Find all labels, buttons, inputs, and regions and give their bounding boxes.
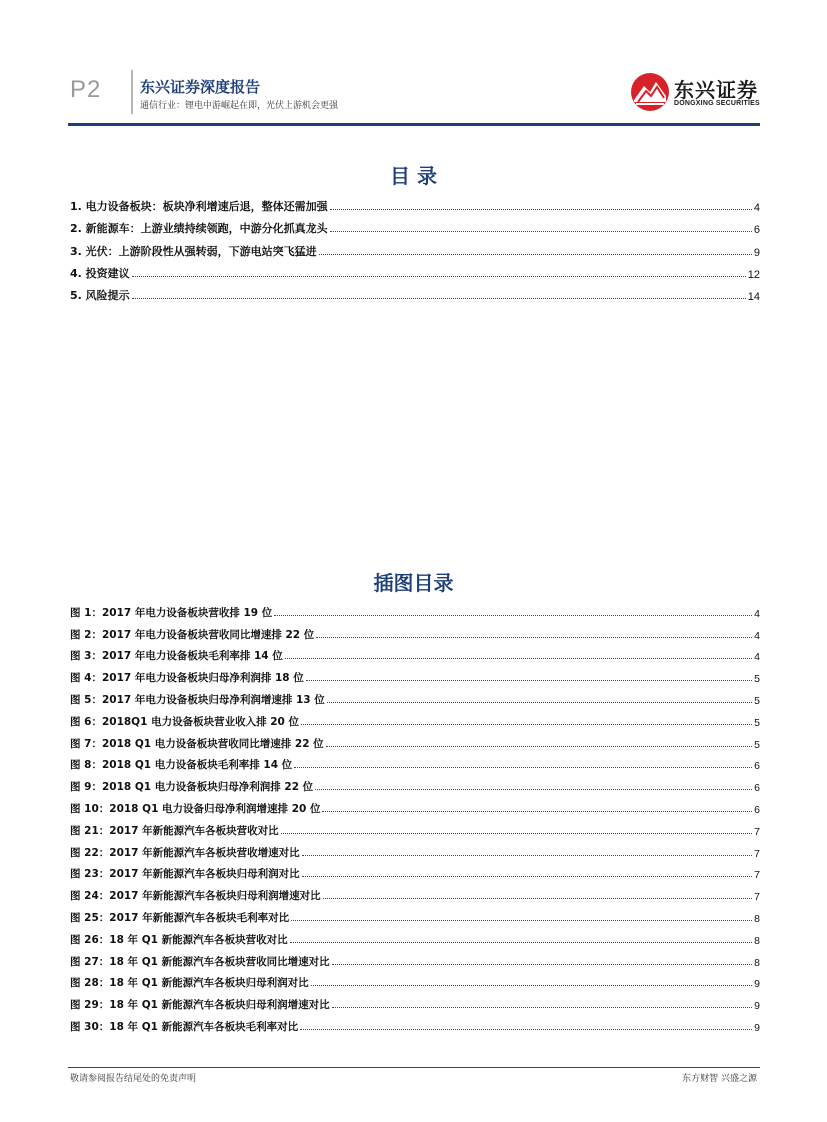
figure-item-text: 图 28：18 年 Q1 新能源汽车各板块归母利润对比: [70, 977, 309, 990]
figure-item[interactable]: [70, 925, 760, 947]
figure-item-page: 6: [754, 760, 760, 773]
figure-item[interactable]: [70, 685, 760, 707]
figure-item-text: 图 10：2018 Q1 电力设备归母净利润增速排 20 位: [70, 802, 321, 815]
figure-item-page: 4: [754, 629, 760, 642]
toc-item-page: 6: [753, 224, 760, 237]
figure-item-text: 图 25：2017 年新能源汽车各板块毛利率对比: [70, 911, 290, 924]
toc-item[interactable]: [70, 259, 760, 281]
toc-item-page: 4: [753, 202, 760, 215]
figure-item-page: 5: [754, 738, 760, 751]
leader-dots: [315, 788, 752, 790]
figure-item[interactable]: [70, 598, 760, 620]
footer-disclaimer: 敬请参阅报告结尾处的免责声明: [70, 1074, 197, 1084]
figure-item-page: 7: [754, 891, 760, 904]
figure-item-text: 图 8：2018 Q1 电力设备板块毛利率排 14 位: [70, 759, 293, 772]
leader-dots: [327, 701, 752, 703]
leader-dots: [332, 1006, 753, 1008]
figure-item-text: 图 6：2018Q1 电力设备板块营业收入排 20 位: [70, 715, 299, 728]
footer-slogan: 东方财智 兴盛之源: [682, 1074, 757, 1084]
figure-item[interactable]: [70, 663, 760, 685]
figure-item[interactable]: [70, 642, 760, 664]
figure-item-text: 图 9：2018 Q1 电力设备板块归母净利润排 22 位: [70, 781, 314, 794]
leader-dots: [274, 614, 752, 616]
figure-item-text: 图 22：2017 年新能源汽车各板块营收增速对比: [70, 846, 300, 859]
toc-item[interactable]: [70, 214, 760, 236]
toc-item[interactable]: [70, 236, 760, 258]
leader-dots: [302, 854, 753, 856]
leader-dots: [294, 766, 752, 768]
figure-item-page: 7: [754, 847, 760, 860]
figure-item-text: 图 7：2018 Q1 电力设备板块营收同比增速排 22 位: [70, 737, 324, 750]
toc-item-text: 1. 电力设备板块：板块净利增速后退，整体还需加强: [70, 200, 328, 214]
leader-dots: [302, 875, 753, 877]
figure-item[interactable]: [70, 1012, 760, 1034]
figure-item[interactable]: [70, 707, 760, 729]
figure-item-text: 图 3：2017 年电力设备板块毛利率排 14 位: [70, 650, 283, 663]
leader-dots: [322, 810, 752, 812]
footer-rule: [68, 1067, 760, 1068]
figure-item-page: 8: [754, 934, 760, 947]
figure-item-page: 4: [754, 607, 760, 620]
figure-list: [70, 598, 760, 1034]
figure-item-page: 4: [754, 651, 760, 664]
figure-item[interactable]: [70, 990, 760, 1012]
figure-item[interactable]: [70, 794, 760, 816]
figure-item-page: 5: [754, 673, 760, 686]
header-divider: [131, 70, 133, 114]
figure-item-text: 图 26：18 年 Q1 新能源汽车各板块营收对比: [70, 933, 288, 946]
figure-item-text: 图 1：2017 年电力设备板块营收排 19 位: [70, 606, 273, 619]
leader-dots: [326, 745, 753, 747]
leader-dots: [330, 230, 752, 232]
toc-item-page: 14: [747, 290, 760, 303]
leader-dots: [301, 723, 752, 725]
figure-item-text: 图 5：2017 年电力设备板块归母净利润增速排 13 位: [70, 693, 325, 706]
toc-item[interactable]: [70, 281, 760, 303]
leader-dots: [332, 963, 753, 965]
figure-item[interactable]: [70, 860, 760, 882]
figure-item-text: 图 24：2017 年新能源汽车各板块归母利润增速对比: [70, 890, 321, 903]
figure-item[interactable]: [70, 751, 760, 773]
figure-item[interactable]: [70, 816, 760, 838]
leader-dots: [285, 657, 752, 659]
figure-item-text: 图 4：2017 年电力设备板块归母净利润排 18 位: [70, 672, 304, 685]
leader-dots: [319, 253, 752, 255]
leader-dots: [291, 919, 752, 921]
figure-item[interactable]: [70, 620, 760, 642]
toc-item-page: 12: [747, 268, 760, 281]
figure-item-page: 7: [754, 869, 760, 882]
figure-item-text: 图 21：2017 年新能源汽车各板块营收对比: [70, 824, 279, 837]
toc-title: 目 录: [390, 164, 437, 188]
figure-item-page: 6: [754, 782, 760, 795]
figure-item-text: 图 29：18 年 Q1 新能源汽车各板块归母利润增速对比: [70, 999, 330, 1012]
report-title: 东兴证券深度报告: [140, 78, 261, 96]
report-subtitle: 通信行业：锂电中游崛起在即，光伏上游机会更强: [140, 101, 339, 111]
figure-item-page: 6: [754, 803, 760, 816]
figure-item[interactable]: [70, 881, 760, 903]
leader-dots: [330, 208, 752, 210]
leader-dots: [300, 1028, 752, 1030]
figure-item-page: 9: [754, 1021, 760, 1034]
toc-item-text: 2. 新能源车：上游业绩持续领跑，中游分化抓真龙头: [70, 222, 328, 236]
figure-item[interactable]: [70, 903, 760, 925]
leader-dots: [316, 636, 752, 638]
figures-title: 插图目录: [373, 571, 454, 595]
figure-item-page: 5: [754, 716, 760, 729]
figure-item-text: 图 30：18 年 Q1 新能源汽车各板块毛利率对比: [70, 1020, 299, 1033]
figure-item[interactable]: [70, 729, 760, 751]
company-logo: [630, 72, 760, 116]
figure-item-page: 7: [754, 825, 760, 838]
figure-item-text: 图 2：2017 年电力设备板块营收同比增速排 22 位: [70, 628, 315, 641]
logo-mountain-icon: [630, 72, 670, 112]
figure-item-text: 图 27：18 年 Q1 新能源汽车各板块营收同比增速对比: [70, 955, 330, 968]
figure-item[interactable]: [70, 947, 760, 969]
figure-item[interactable]: [70, 772, 760, 794]
toc-item-page: 9: [753, 246, 760, 259]
page-header: [0, 0, 827, 130]
figure-item-page: 8: [754, 956, 760, 969]
page-number: P2: [70, 76, 102, 103]
figure-item-text: 图 23：2017 年新能源汽车各板块归母利润对比: [70, 868, 300, 881]
leader-dots: [306, 679, 752, 681]
logo-english-name: DONGXING SECURITIES: [674, 100, 760, 107]
header-rule: [68, 123, 760, 126]
leader-dots: [132, 275, 746, 277]
leader-dots: [281, 832, 753, 834]
figure-item-page: 9: [754, 1000, 760, 1013]
leader-dots: [132, 297, 746, 299]
leader-dots: [311, 984, 753, 986]
leader-dots: [323, 897, 753, 899]
figure-item-page: 9: [754, 978, 760, 991]
logo-chinese-name: 东兴证券: [674, 78, 758, 102]
figure-item-page: 5: [754, 694, 760, 707]
leader-dots: [290, 941, 753, 943]
figure-item[interactable]: [70, 838, 760, 860]
figure-item[interactable]: [70, 969, 760, 991]
figure-item-page: 8: [754, 912, 760, 925]
toc-item[interactable]: [70, 192, 760, 214]
toc-list: [70, 192, 760, 303]
toc-item-text: 3. 光伏：上游阶段性从强转弱，下游电站突飞猛进: [70, 244, 317, 258]
toc-item-text: 5. 风险提示: [70, 288, 130, 302]
toc-item-text: 4. 投资建议: [70, 266, 130, 280]
